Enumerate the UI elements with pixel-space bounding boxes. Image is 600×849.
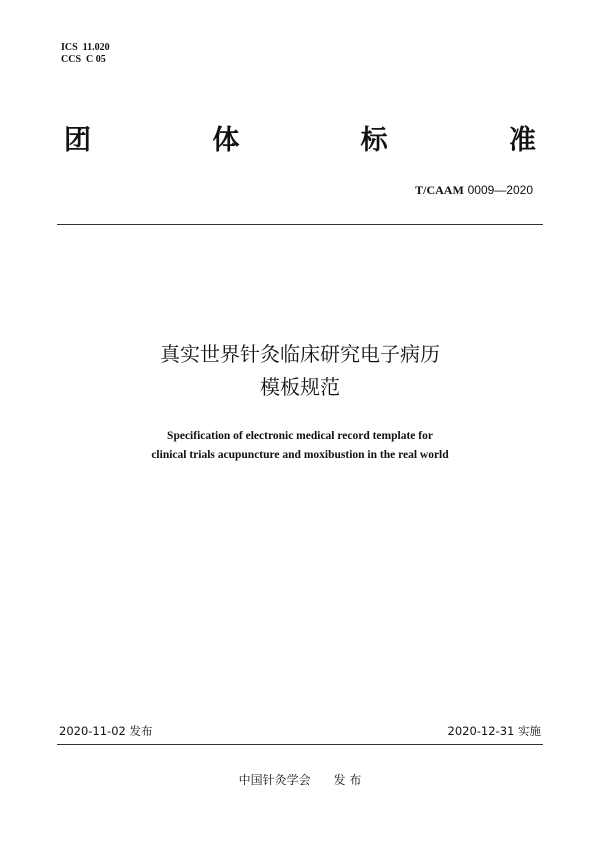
publisher-line: [0, 771, 600, 789]
ics-code: ICS 11.020: [61, 42, 110, 53]
chinese-title-line: 真实世界针灸临床研究电子病历: [160, 342, 440, 366]
implement-date: 2020-12-31 实施: [447, 724, 541, 738]
standard-type-char: 团: [64, 125, 91, 156]
standard-number: [415, 182, 533, 198]
bottom-divider: [57, 744, 543, 745]
standard-type-heading: [64, 124, 536, 158]
standard-type-char: 标: [360, 125, 388, 156]
english-title: [0, 427, 600, 465]
standard-type-char: 体: [212, 125, 240, 156]
publisher-org: 中国针灸学会: [238, 773, 311, 787]
publisher-action: 发 布: [333, 773, 362, 787]
issue-date: 2020-11-02 发布: [59, 724, 153, 738]
top-divider: [57, 224, 543, 225]
ccs-code: CCS C 05: [61, 54, 106, 65]
classification-codes: [61, 42, 110, 66]
standard-number-prefix: T/CAAM: [415, 183, 464, 197]
chinese-title: [0, 338, 600, 404]
standard-number-value: 0009—2020: [467, 183, 533, 197]
english-title-line: clinical trials acupuncture and moxibustion in the real world: [151, 449, 449, 461]
chinese-title-line: 模板规范: [260, 375, 340, 399]
english-title-line: Specification of electronic medical record template for: [167, 430, 433, 442]
date-row: [59, 723, 541, 739]
standard-type-char: 准: [508, 125, 536, 156]
